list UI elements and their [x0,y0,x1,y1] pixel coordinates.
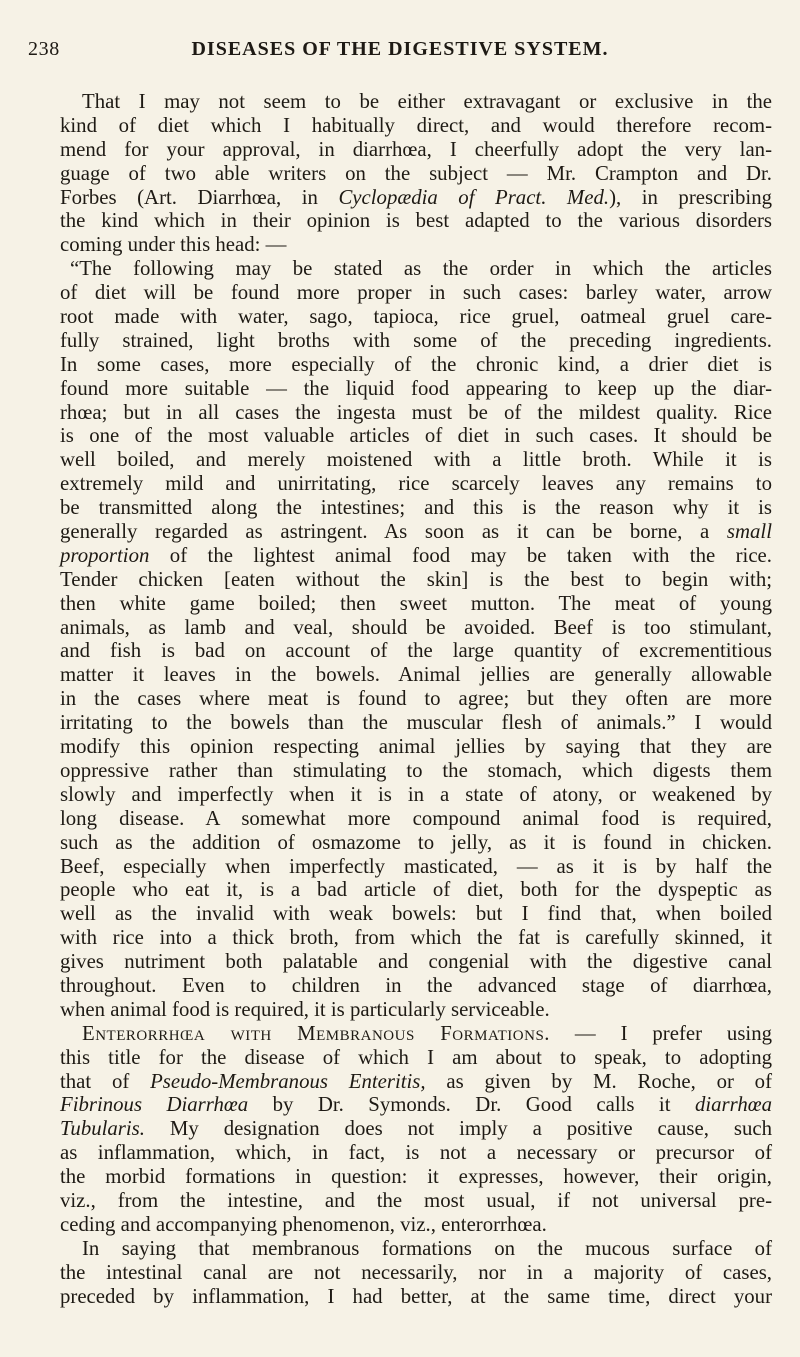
text-line: kind of diet which I habitually direct, and would therefore recom- [60,113,772,137]
text-line: ceding and accompanying phenomenon, viz., enterorrhœa. [60,1212,547,1236]
text-line: is one of the most valuable articles of diet in such cases. It should be [60,424,772,448]
text-line: Beef, especially when imperfectly masticated, — as it is by half the [60,854,772,878]
text-line: this title for the disease of which I am about to speak, to adopting [60,1045,772,1069]
text-line: with rice into a thick broth, from which the fat is carefully skinned, it [60,926,772,950]
text-line: such as the addition of osmazome to jelly, as it is found in chicken. [60,830,772,854]
text-line: well as the invalid with weak bowels: but I find that, when boiled [60,902,772,926]
running-head [28,38,772,68]
text-line: long disease. A somewhat more compound animal food is required, [60,806,772,830]
text-line: matter it leaves in the bowels. Animal jellies are generally allowable [60,663,772,687]
text-line: In saying that membranous formations on the mucous surface of [82,1236,772,1260]
text-line: proportion of the lightest animal food may be taken with the rice. [60,543,772,567]
text-line: mend for your approval, in diarrhœa, I cheerfully adopt the very lan- [60,137,772,161]
text-line: irritating to the bowels than the muscular flesh of animals.” I would [60,711,772,735]
text-line: the morbid formations in question: it expresses, however, their origin, [60,1165,772,1189]
section-heading: Enterorrhœa with Membranous Formations. [82,1021,550,1045]
text-line: coming under this head: — [60,233,287,257]
text-line: then white game boiled; then sweet mutton. The meat of young [60,591,772,615]
text-line: rhœa; but in all cases the ingesta must be of the mildest quality. Rice [60,400,772,424]
text-line: the intestinal canal are not necessarily, nor in a majority of cases, [60,1260,772,1284]
text-line: gives nutriment both palatable and congenial with the digestive canal [60,950,772,974]
text-line: generally regarded as astringent. As soon as it can be borne, a small [60,520,772,544]
text-line: people who eat it, is a bad article of diet, both for the dyspeptic as [60,878,772,902]
chapter-title: DISEASES OF THE DIGESTIVE SYSTEM. [191,38,609,60]
text-line: throughout. Even to children in the advanced stage of diarrhœa, [60,973,772,997]
text-line: found more suitable — the liquid food appearing to keep up the diar- [60,376,772,400]
text-line: as inflammation, which, in fact, is not a necessary or precursor of [60,1141,772,1165]
text-line: when animal food is required, it is particularly serviceable. [60,997,550,1021]
text-line: In some cases, more especially of the chronic kind, a drier diet is [60,352,772,376]
page-number: 238 [28,38,60,60]
text-line: Forbes (Art. Diarrhœa, in Cyclopædia of Pract. Med.), in prescribing [60,185,772,209]
text-line: and fish is bad on account of the large quantity of excrementitious [60,639,772,663]
text-line: that of Pseudo-Membranous Enteritis, as given by M. Roche, or of [60,1069,772,1093]
text-line: “The following may be stated as the order in which the articles [70,257,772,281]
text-line: slowly and imperfectly when it is in a state of atony, or weakened by [60,782,772,806]
text-line: guage of two able writers on the subject — Mr. Crampton and Dr. [60,161,772,185]
text-line: modify this opinion respecting animal jellies by saying that they are [60,735,772,759]
text-line: Fibrinous Diarrhœa by Dr. Symonds. Dr. Good calls it diarrhœa [60,1093,772,1117]
text-line: of diet will be found more proper in such cases: barley water, arrow [60,281,772,305]
text-line: extremely mild and unirritating, rice scarcely leaves any remains to [60,472,772,496]
text-line: be transmitted along the intestines; and this is the reason why it is [60,496,772,520]
text-line: Tubularis. My designation does not imply a positive cause, such [60,1117,772,1141]
text-line: the kind which in their opinion is best adapted to the various disorders [60,209,772,233]
text-line: preceded by inflammation, I had better, at the same time, direct your [60,1284,772,1308]
text-line: oppressive rather than stimulating to the stomach, which digests them [60,758,772,782]
text-line: in the cases where meat is found to agree; but they often are more [60,687,772,711]
section-heading-line: Enterorrhœa with Membranous Formations. — I prefer using [82,1021,772,1045]
text-line: That I may not seem to be either extravagant or exclusive in the [82,90,772,113]
text-line: viz., from the intestine, and the most usual, if not universal pre- [60,1188,772,1212]
text-line: well boiled, and merely moistened with a little broth. While it is [60,448,772,472]
text-line: animals, as lamb and veal, should be avoided. Beef is too stimulant, [60,615,772,639]
text-line: root made with water, sago, tapioca, rice gruel, oatmeal gruel care- [60,305,772,329]
text-line: fully strained, light broths with some of the preceding ingredients. [60,328,772,352]
body-text [60,90,772,1308]
text-line: Tender chicken [eaten without the skin] is the best to begin with; [60,567,772,591]
